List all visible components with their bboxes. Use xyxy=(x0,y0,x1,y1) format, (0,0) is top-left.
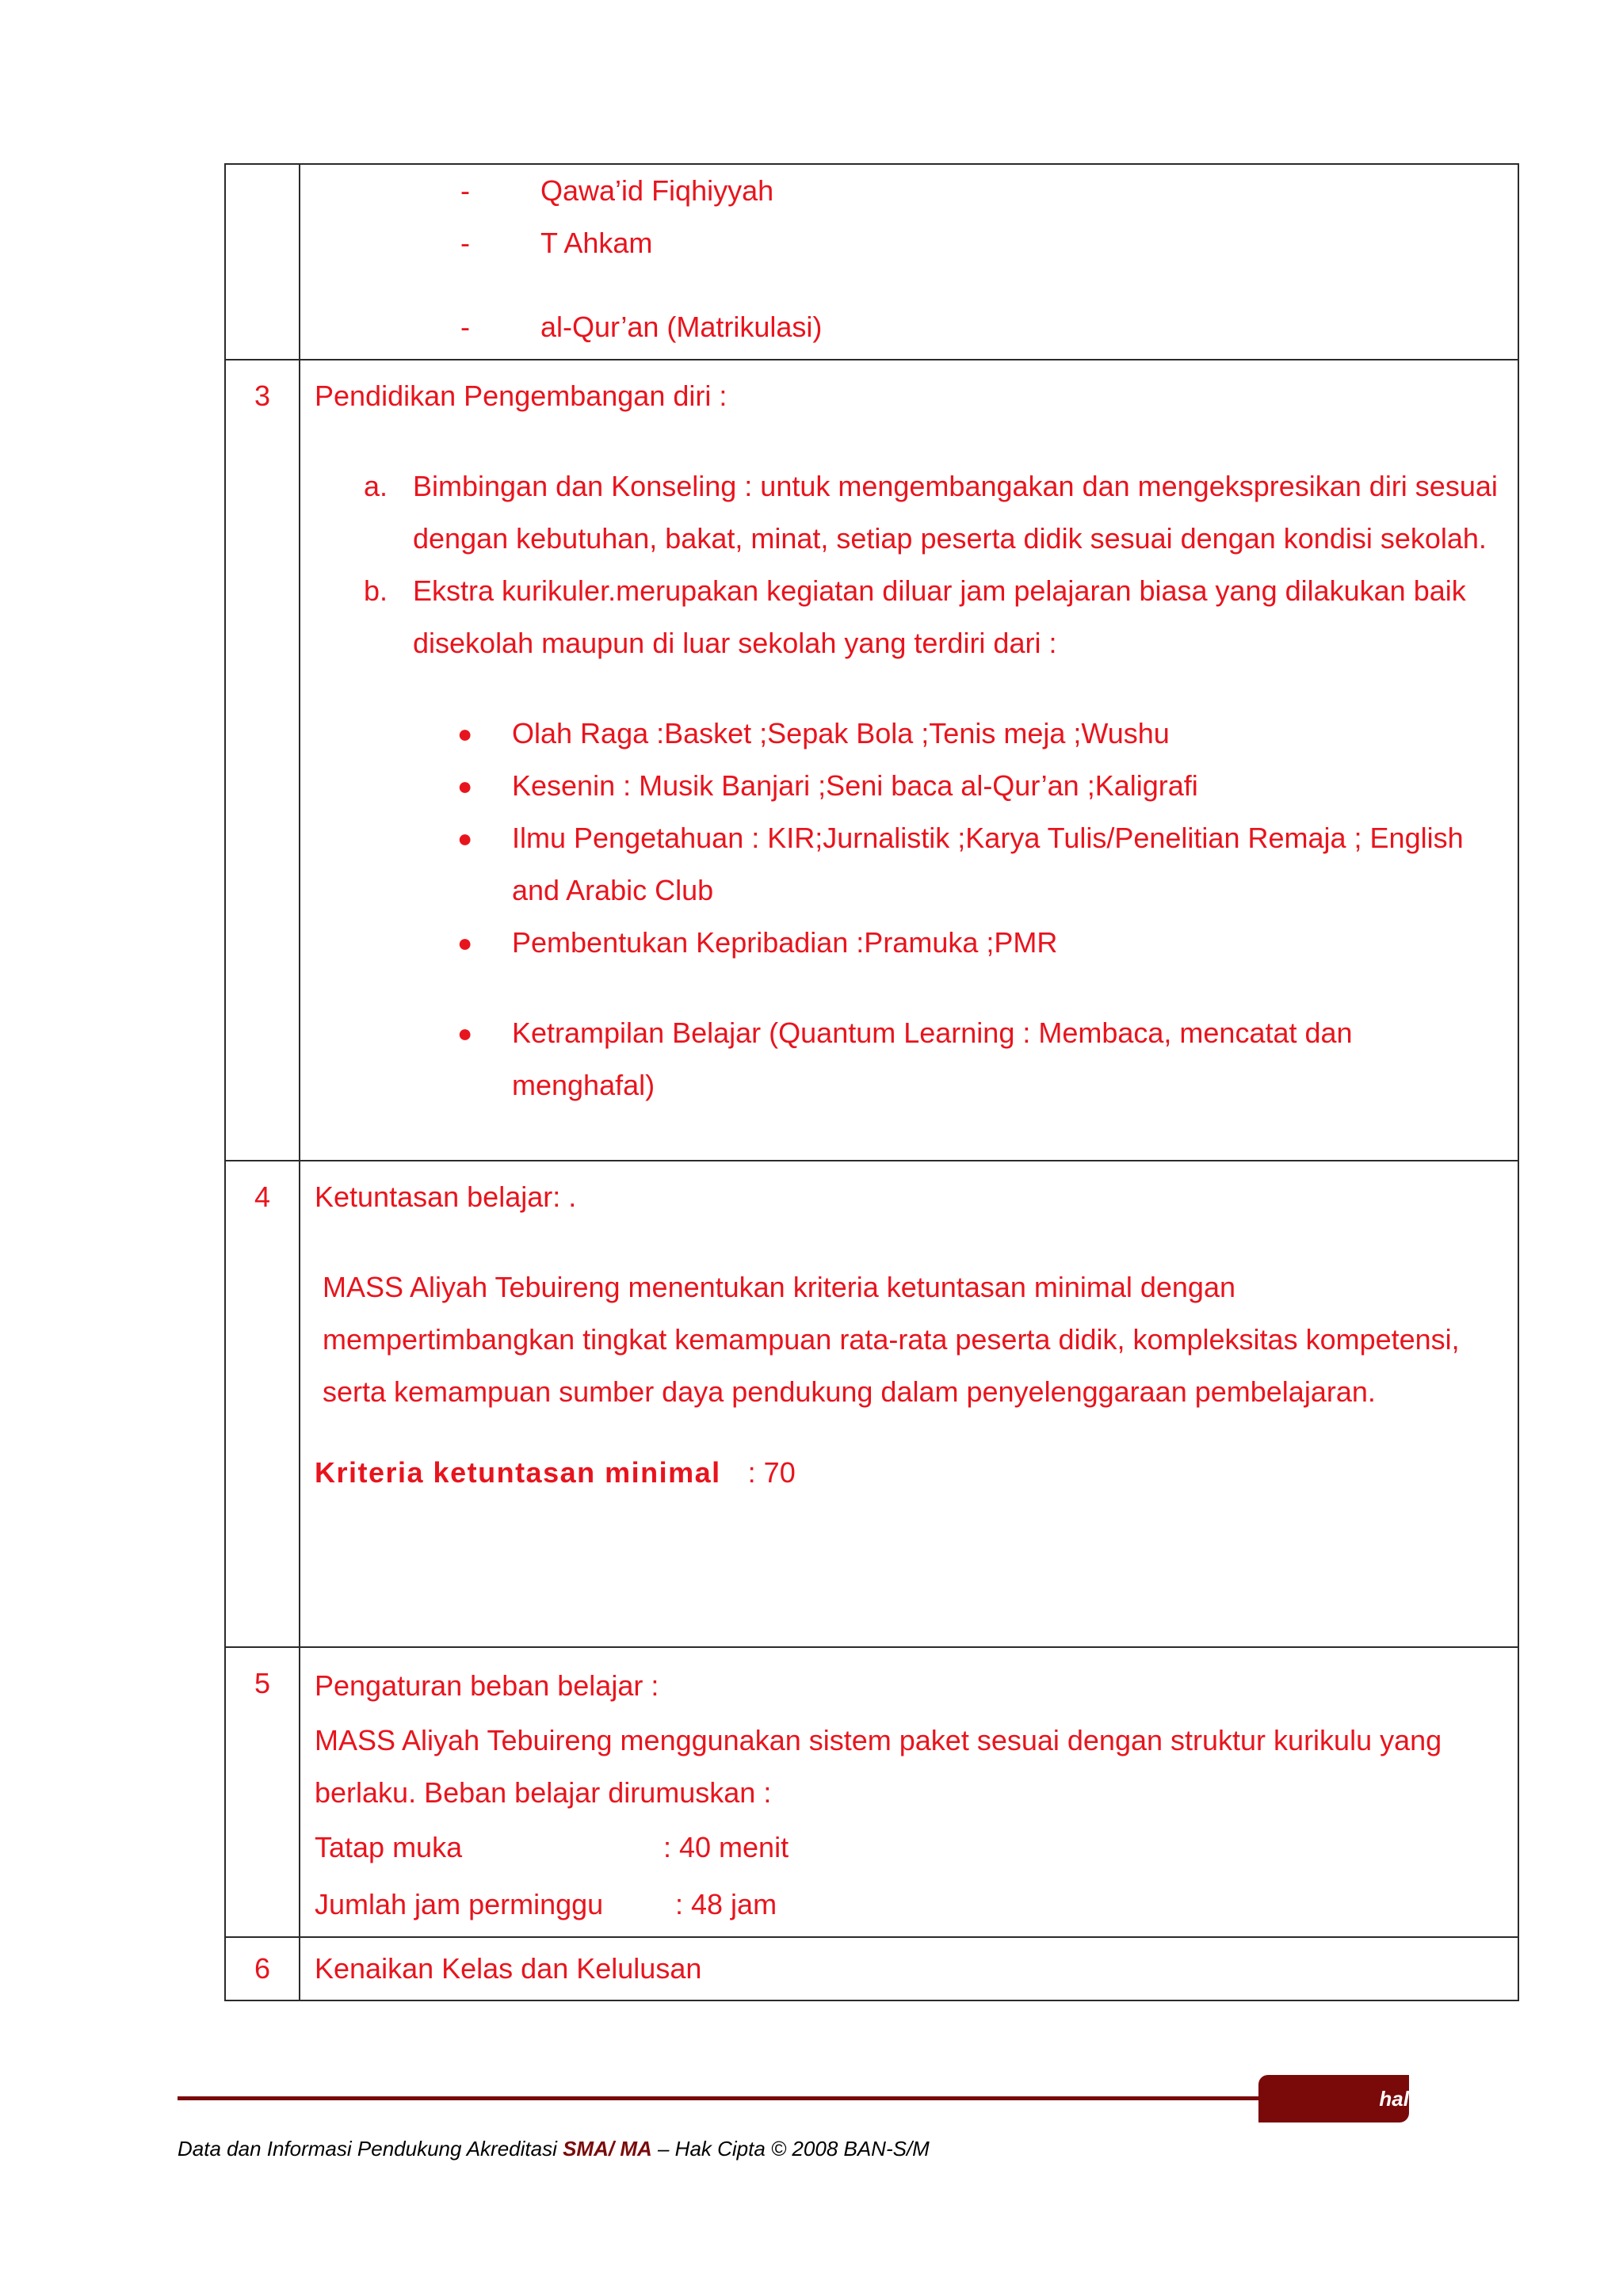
bullet-list-item: ● Pembentukan Kepribadian :Pramuka ;PMR xyxy=(457,926,1058,959)
row-number-cell xyxy=(225,164,300,360)
page-number-tab: hal xyxy=(1258,2075,1409,2122)
dash-list-item: - T Ahkam xyxy=(460,227,653,259)
tatap-muka-label: Tatap muka xyxy=(315,1831,463,1863)
criteria-value: : 70 xyxy=(747,1456,796,1489)
bullet-list-item: ● Ketrampilan Belajar (Quantum Learning : Membaca, mencatat dan menghafal) xyxy=(457,1016,1353,1101)
section-paragraph: MASS Aliyah Tebuireng menggunakan sistem paket sesuai dengan struktur kurikulu yang berlaku. Beban belajar dirumuskan : xyxy=(315,1724,1442,1809)
row-content-cell xyxy=(300,164,1518,360)
dash-list-item: - Qawa’id Fiqhiyyah xyxy=(460,174,774,207)
criteria-label: Kriteria ketuntasan minimal xyxy=(315,1456,721,1489)
table-row xyxy=(225,360,1518,1161)
tatap-muka-line xyxy=(300,1819,1518,1876)
row-content-cell xyxy=(300,1937,1518,2000)
bullet-list-item: ● Olah Raga :Basket ;Sepak Bola ;Tenis meja ;Wushu xyxy=(457,717,1170,749)
bullet-list-item: ● Ilmu Pengetahuan : KIR;Jurnalistik ;Karya Tulis/Penelitian Remaja ; English and Arabic Club xyxy=(457,822,1464,906)
section-title: Pengaturan beban belajar : xyxy=(315,1669,659,1702)
table-row xyxy=(225,1647,1518,1937)
tatap-muka-value: : 40 menit xyxy=(663,1831,789,1863)
table-row xyxy=(225,164,1518,360)
criteria-line xyxy=(300,1447,1518,1499)
alpha-list-item: b. Ekstra kurikuler.merupakan kegiatan diluar jam pelajaran biasa yang dilakukan baik disekolah maupun di luar sekolah yang terdiri dari : xyxy=(364,574,1466,659)
row-content-cell xyxy=(300,1161,1518,1647)
curriculum-table xyxy=(224,163,1519,2001)
bullet-list-item: ● Kesenin : Musik Banjari ;Seni baca al-Qur’an ;Kaligrafi xyxy=(457,769,1198,802)
jumlah-jam-line xyxy=(300,1876,1518,1933)
dash-list-item: - al-Qur’an (Matrikulasi) xyxy=(460,311,823,343)
jumlah-jam-label: Jumlah jam perminggu xyxy=(315,1888,604,1920)
section-paragraph: MASS Aliyah Tebuireng menentukan kriteria ketuntasan minimal dengan mempertimbangkan tingkat kemampuan rata-rata peserta didik, kompleksitas kompetensi, serta kemampuan sumber daya pendukung dalam penyelenggaraan pembelajaran. xyxy=(323,1271,1460,1408)
row-number: 4 xyxy=(225,1161,300,1647)
table-row xyxy=(225,1161,1518,1647)
alpha-list-item: a. Bimbingan dan Konseling : untuk mengembangakan dan mengekspresikan diri sesuai dengan kebutuhan, bakat, minat, setiap peserta didik sesuai dengan kondisi sekolah. xyxy=(364,470,1498,555)
jumlah-jam-value: : 48 jam xyxy=(675,1888,777,1920)
footer-divider xyxy=(178,2096,1271,2100)
section-title: Pendidikan Pengembangan diri : xyxy=(315,379,727,412)
row-content-cell xyxy=(300,1647,1518,1937)
row-number: 6 xyxy=(225,1937,300,2000)
row-content-cell xyxy=(300,360,1518,1161)
section-title: Ketuntasan belajar: . xyxy=(315,1180,577,1213)
section-title: Kenaikan Kelas dan Kelulusan xyxy=(315,1952,702,1985)
table-row xyxy=(225,1937,1518,2000)
footer-copyright: Data dan Informasi Pendukung Akreditasi SMA/ MA – Hak Cipta © 2008 BAN-S/M xyxy=(178,2137,930,2161)
row-number: 5 xyxy=(225,1647,300,1937)
row-number: 3 xyxy=(225,360,300,1161)
